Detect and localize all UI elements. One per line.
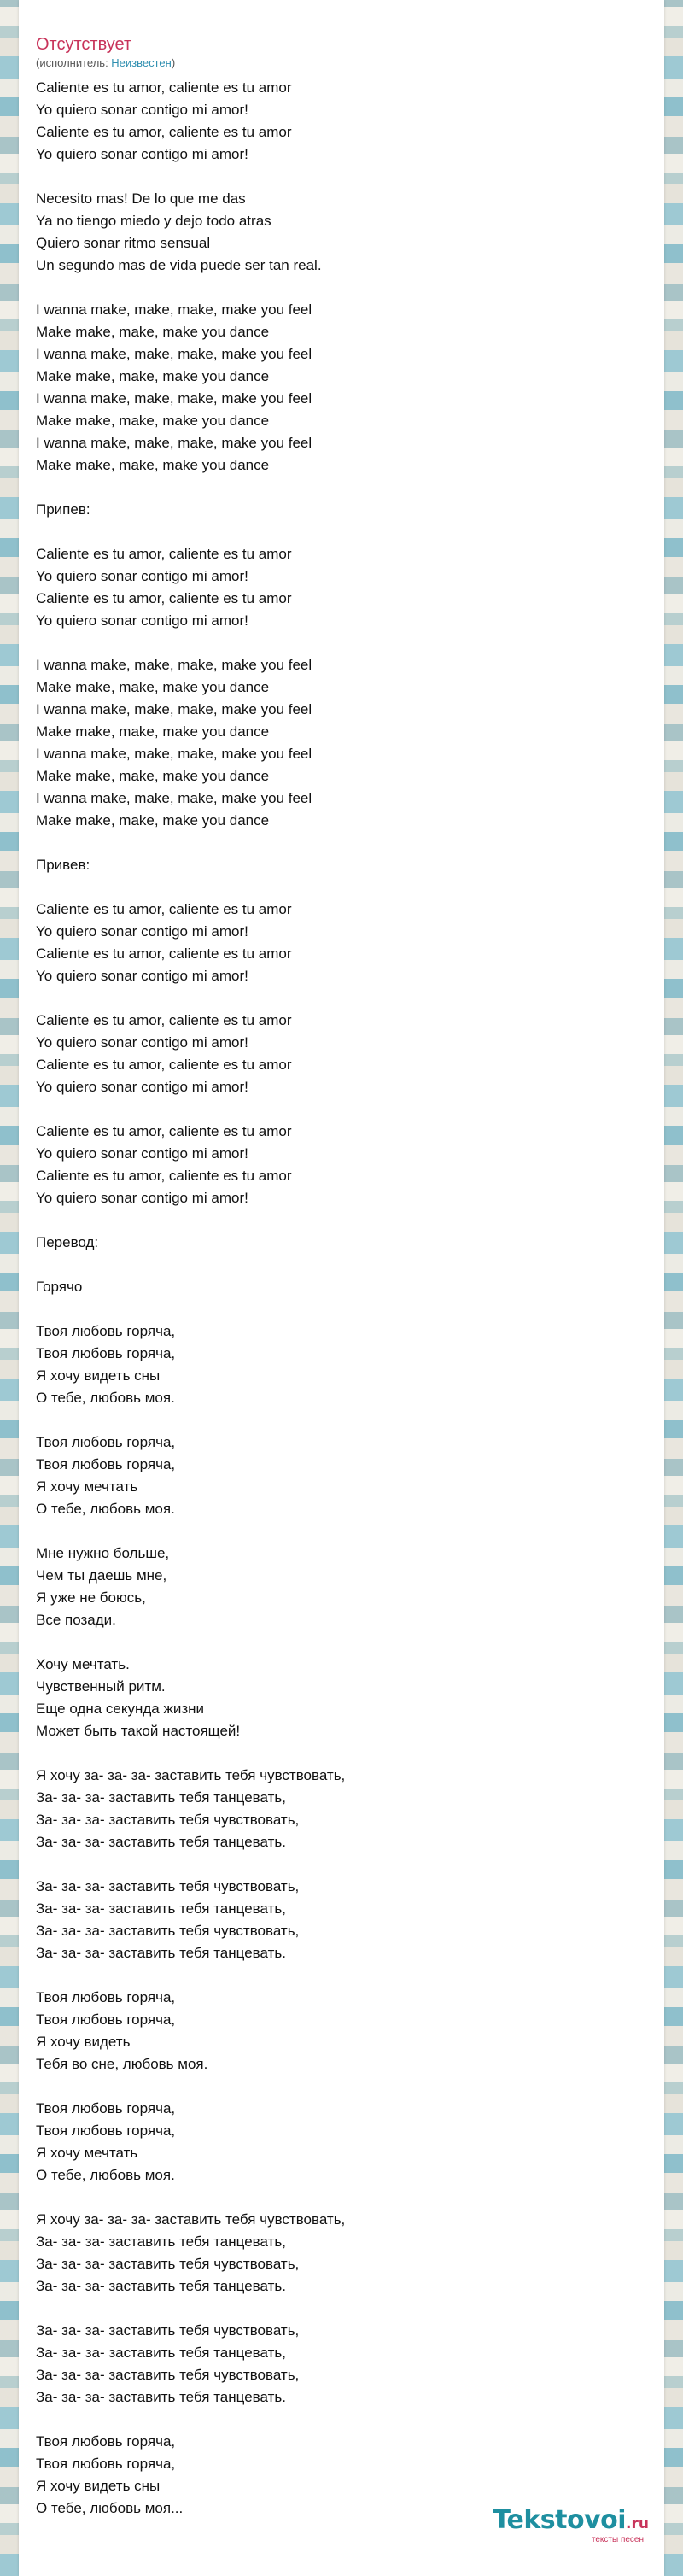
lyrics-line: Я хочу мечтать — [36, 1478, 138, 1495]
lyrics-line: За- за- за- заставить тебя чувствовать, — [36, 2256, 300, 2272]
lyrics-stanza — [36, 188, 633, 277]
lyrics-line: Make make, make, make you dance — [36, 679, 270, 695]
lyrics-stanza — [36, 299, 633, 477]
logo-wordmark: Tekstovoi — [493, 2505, 627, 2535]
lyrics-line: О тебе, любовь моя. — [36, 1390, 175, 1406]
lyrics-line: Может быть такой настоящей! — [36, 1723, 241, 1739]
lyrics-line: Caliente es tu amor, caliente es tu amor — [36, 901, 292, 917]
logo-domain: .ru — [626, 2515, 649, 2532]
lyrics-stanza — [36, 2098, 633, 2187]
lyrics-stanza — [36, 1987, 633, 2075]
lyrics-stanza — [36, 1543, 633, 1631]
lyrics-stanza — [36, 1276, 633, 1298]
lyrics-line: За- за- за- заставить тебя чувствовать, — [36, 1812, 300, 1828]
lyrics-line: Чем ты даешь мне, — [36, 1567, 167, 1584]
lyrics-stanza — [36, 1121, 633, 1209]
lyrics-stanza — [36, 1010, 633, 1098]
lyrics-line: Твоя любовь горяча, — [36, 2433, 176, 2450]
lyrics-line: Necesito mas! De lo que me das — [36, 190, 246, 207]
lyrics-line: За- за- за- заставить тебя танцевать, — [36, 1900, 286, 1917]
lyrics-line: Yo quiero sonar contigo mi amor! — [36, 1079, 248, 1095]
lyrics-stanza — [36, 1765, 633, 1853]
lyrics-stanza — [36, 1232, 633, 1254]
lyrics-line: Caliente es tu amor, caliente es tu amor — [36, 546, 292, 562]
lyrics-line: За- за- за- заставить тебя чувствовать, — [36, 2322, 300, 2339]
song-title: Отсутствует — [36, 35, 132, 54]
lyrics-stanza — [36, 1876, 633, 1964]
lyrics-line: Un segundo mas de vida puede ser tan real. — [36, 257, 322, 273]
song-content — [36, 34, 633, 2542]
lyrics-line: I wanna make, make, make, make you feel — [36, 435, 312, 451]
lyrics-stanza — [36, 1654, 633, 1742]
artist-link[interactable]: Неизвестен — [111, 56, 172, 69]
lyrics-line: Твоя любовь горяча, — [36, 2100, 176, 2116]
lyrics-stanza — [36, 499, 633, 521]
page-panel — [19, 0, 664, 2576]
lyrics-line: Yo quiero sonar contigo mi amor! — [36, 1190, 248, 1206]
lyrics-line: Make make, make, make you dance — [36, 457, 270, 473]
lyrics-line: Yo quiero sonar contigo mi amor! — [36, 923, 248, 940]
lyrics-line: I wanna make, make, make, make you feel — [36, 790, 312, 806]
lyrics-line: Make make, make, make you dance — [36, 368, 270, 384]
artist-prefix: (исполнитель: — [36, 56, 112, 69]
lyrics-line: Тебя во сне, любовь моя. — [36, 2056, 208, 2072]
lyrics-line: За- за- за- заставить тебя танцевать, — [36, 1789, 286, 1806]
lyrics-line: Твоя любовь горяча, — [36, 1456, 176, 1472]
lyrics-line: Припев: — [36, 501, 90, 518]
lyrics-stanza — [36, 1431, 633, 1520]
lyrics-stanza — [36, 77, 633, 166]
lyrics-line: Я хочу за- за- за- заставить тебя чувствовать, — [36, 2211, 346, 2228]
lyrics-line: Я хочу видеть сны — [36, 2478, 161, 2494]
lyrics-line: Я хочу мечтать — [36, 2145, 138, 2161]
lyrics-line: I wanna make, make, make, make you feel — [36, 657, 312, 673]
lyrics-line: За- за- за- заставить тебя танцевать. — [36, 2389, 286, 2405]
lyrics-line: Make make, make, make you dance — [36, 812, 270, 828]
artist-line — [36, 56, 633, 70]
lyrics-line: Твоя любовь горяча, — [36, 1434, 176, 1450]
lyrics-stanza — [36, 854, 633, 876]
lyrics-line: Caliente es tu amor, caliente es tu amor — [36, 1012, 292, 1028]
lyrics-line: Твоя любовь горяча, — [36, 2122, 176, 2139]
lyrics-line: Yo quiero sonar contigo mi amor! — [36, 968, 248, 984]
lyrics-stanza — [36, 899, 633, 987]
lyrics-line: Yo quiero sonar contigo mi amor! — [36, 102, 248, 118]
lyrics-line: За- за- за- заставить тебя танцевать. — [36, 1945, 286, 1961]
lyrics-line: За- за- за- заставить тебя танцевать, — [36, 2345, 286, 2361]
lyrics-line: Caliente es tu amor, caliente es tu amor — [36, 124, 292, 140]
lyrics-stanza — [36, 2320, 633, 2409]
site-logo[interactable] — [493, 2506, 650, 2545]
lyrics-line: Твоя любовь горяча, — [36, 1989, 176, 2005]
lyrics-line: Все позади. — [36, 1612, 116, 1628]
lyrics-line: Твоя любовь горяча, — [36, 2456, 176, 2472]
lyrics-line: Еще одна секунда жизни — [36, 1701, 204, 1717]
lyrics-line: I wanna make, make, make, make you feel — [36, 701, 312, 717]
lyrics-line: Make make, make, make you dance — [36, 723, 270, 740]
lyrics-line: За- за- за- заставить тебя танцевать. — [36, 2278, 286, 2294]
lyrics-line: За- за- за- заставить тебя танцевать, — [36, 2234, 286, 2250]
artist-suffix: ) — [171, 56, 176, 69]
lyrics-line: Yo quiero sonar contigo mi amor! — [36, 146, 248, 162]
lyrics-line: Я уже не боюсь, — [36, 1590, 146, 1606]
lyrics-stanza — [36, 543, 633, 632]
lyrics-stanza — [36, 654, 633, 832]
lyrics-stanza — [36, 1320, 633, 1409]
lyrics-line: Caliente es tu amor, caliente es tu amor — [36, 1123, 292, 1139]
lyrics-line: Перевод: — [36, 1234, 99, 1250]
lyrics-line: За- за- за- заставить тебя чувствовать, — [36, 1878, 300, 1894]
lyrics-line: Make make, make, make you dance — [36, 768, 270, 784]
lyrics-line: Мне нужно больше, — [36, 1545, 170, 1561]
lyrics-line: Твоя любовь горяча, — [36, 1345, 176, 1361]
lyrics-text — [36, 77, 633, 2520]
lyrics-line: Я хочу видеть сны — [36, 1367, 161, 1384]
lyrics-line: Я хочу за- за- за- заставить тебя чувствовать, — [36, 1767, 346, 1783]
lyrics-line: Caliente es tu amor, caliente es tu amor — [36, 1057, 292, 1073]
lyrics-line: О тебе, любовь моя. — [36, 2167, 175, 2183]
lyrics-line: О тебе, любовь моя... — [36, 2500, 184, 2516]
lyrics-line: Make make, make, make you dance — [36, 324, 270, 340]
lyrics-line: Caliente es tu amor, caliente es tu amor — [36, 1168, 292, 1184]
lyrics-line: За- за- за- заставить тебя чувствовать, — [36, 1923, 300, 1939]
lyrics-line: О тебе, любовь моя. — [36, 1501, 175, 1517]
lyrics-line: Yo quiero sonar contigo mi amor! — [36, 1145, 248, 1162]
lyrics-line: Горячо — [36, 1279, 83, 1295]
lyrics-line: За- за- за- заставить тебя чувствовать, — [36, 2367, 300, 2383]
logo-subtitle: тексты песен — [591, 2535, 644, 2544]
lyrics-line: I wanna make, make, make, make you feel — [36, 390, 312, 407]
lyrics-line: Чувственный ритм. — [36, 1678, 166, 1695]
lyrics-line: Yo quiero sonar contigo mi amor! — [36, 612, 248, 629]
lyrics-line: Caliente es tu amor, caliente es tu amor — [36, 946, 292, 962]
lyrics-line: Ya no tiengo miedo y dejo todo atras — [36, 213, 271, 229]
lyrics-line: Yo quiero sonar contigo mi amor! — [36, 568, 248, 584]
lyrics-line: Make make, make, make you dance — [36, 413, 270, 429]
lyrics-line: Yo quiero sonar contigo mi amor! — [36, 1034, 248, 1051]
lyrics-line: За- за- за- заставить тебя танцевать. — [36, 1834, 286, 1850]
lyrics-line: Привев: — [36, 857, 90, 873]
lyrics-line: I wanna make, make, make, make you feel — [36, 346, 312, 362]
lyrics-line: Caliente es tu amor, caliente es tu amor — [36, 590, 292, 606]
lyrics-stanza — [36, 2209, 633, 2298]
lyrics-line: Твоя любовь горяча, — [36, 1323, 176, 1339]
lyrics-line: Quiero sonar ritmo sensual — [36, 235, 211, 251]
lyrics-line: I wanna make, make, make, make you feel — [36, 302, 312, 318]
lyrics-line: Твоя любовь горяча, — [36, 2011, 176, 2028]
lyrics-line: I wanna make, make, make, make you feel — [36, 746, 312, 762]
lyrics-line: Хочу мечтать. — [36, 1656, 130, 1672]
lyrics-line: Caliente es tu amor, caliente es tu amor — [36, 79, 292, 96]
lyrics-line: Я хочу видеть — [36, 2034, 131, 2050]
